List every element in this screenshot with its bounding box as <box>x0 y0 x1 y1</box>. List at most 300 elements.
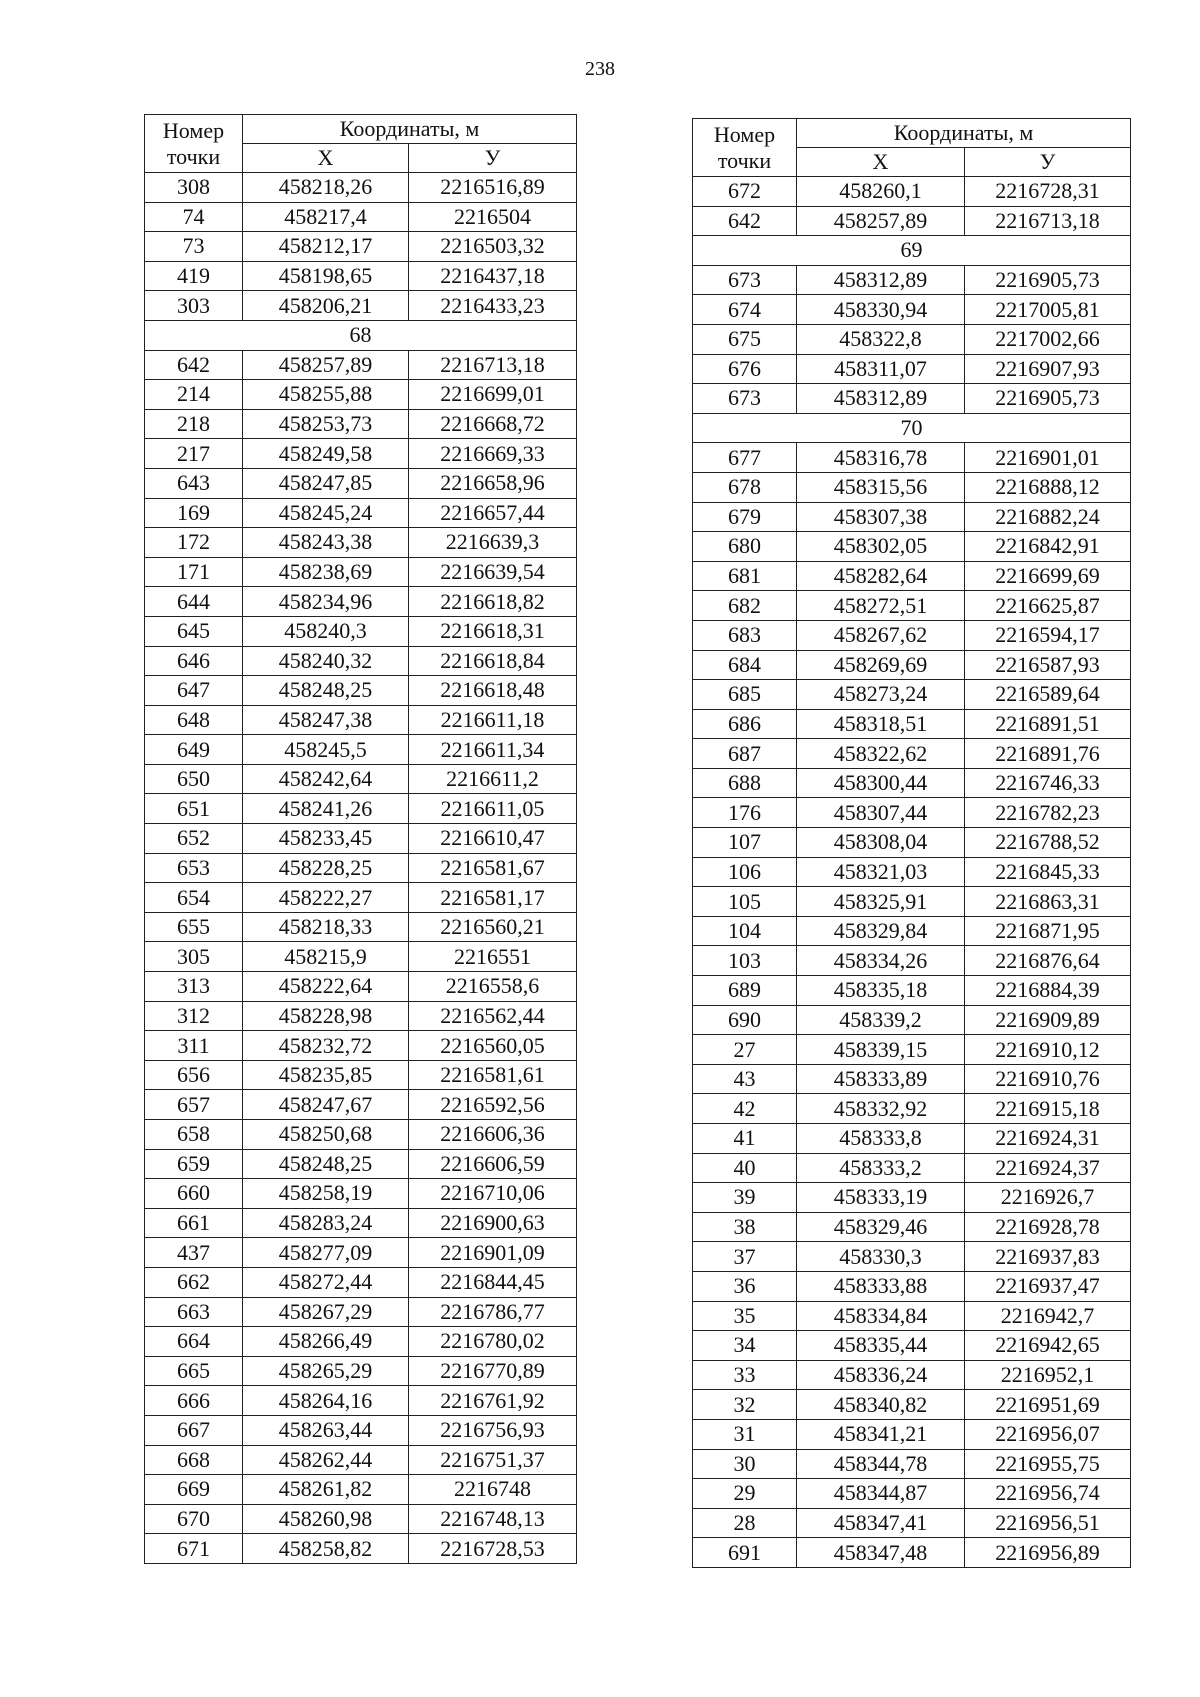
point-number-cell: 672 <box>693 177 797 207</box>
x-coordinate-cell: 458265,29 <box>243 1356 409 1386</box>
point-number-cell: 38 <box>693 1212 797 1242</box>
table-row <box>693 1035 1131 1065</box>
y-coordinate-cell: 2216786,77 <box>409 1297 577 1327</box>
y-coordinate-cell: 2216951,69 <box>965 1390 1131 1420</box>
table-row <box>693 798 1131 828</box>
point-number-cell: 688 <box>693 768 797 798</box>
point-number-cell: 645 <box>145 616 243 646</box>
table-row <box>693 1449 1131 1479</box>
point-number-cell: 657 <box>145 1090 243 1120</box>
table-row <box>693 177 1131 207</box>
x-coordinate-cell: 458339,2 <box>797 1005 965 1035</box>
table-row <box>693 295 1131 325</box>
x-coordinate-cell: 458234,96 <box>243 587 409 617</box>
table-row <box>693 650 1131 680</box>
x-coordinate-cell: 458260,1 <box>797 177 965 207</box>
point-number-cell: 176 <box>693 798 797 828</box>
x-coordinate-cell: 458257,89 <box>797 206 965 236</box>
point-number-cell: 419 <box>145 261 243 291</box>
table-row <box>693 946 1131 976</box>
y-coordinate-cell: 2216558,6 <box>409 972 577 1002</box>
table-row <box>145 1475 577 1505</box>
x-coordinate-cell: 458198,65 <box>243 261 409 291</box>
table-row <box>145 1179 577 1209</box>
point-number-cell: 42 <box>693 1094 797 1124</box>
point-number-cell: 40 <box>693 1153 797 1183</box>
table-row <box>145 202 577 232</box>
point-number-cell: 74 <box>145 202 243 232</box>
section-label: 70 <box>693 413 1131 443</box>
point-number-cell: 665 <box>145 1356 243 1386</box>
point-number-cell: 670 <box>145 1504 243 1534</box>
x-coordinate-cell: 458330,3 <box>797 1242 965 1272</box>
y-coordinate-cell: 2216905,73 <box>965 265 1131 295</box>
coordinates-table-right <box>692 118 1131 1568</box>
x-coordinate-cell: 458333,8 <box>797 1124 965 1154</box>
y-coordinate-cell: 2216952,1 <box>965 1360 1131 1390</box>
x-coordinate-cell: 458277,09 <box>243 1238 409 1268</box>
table-row <box>693 1064 1131 1094</box>
section-label: 68 <box>145 320 577 350</box>
y-coordinate-cell: 2216746,33 <box>965 768 1131 798</box>
table-row <box>693 828 1131 858</box>
x-coordinate-cell: 458264,16 <box>243 1386 409 1416</box>
y-coordinate-cell: 2216937,47 <box>965 1271 1131 1301</box>
point-number-cell: 311 <box>145 1031 243 1061</box>
table-row <box>693 680 1131 710</box>
y-coordinate-cell: 2216761,92 <box>409 1386 577 1416</box>
table-header <box>145 115 577 173</box>
coordinates-table-left <box>144 114 577 1564</box>
x-coordinate-cell: 458258,82 <box>243 1534 409 1564</box>
y-coordinate-cell: 2216901,01 <box>965 443 1131 473</box>
point-number-cell: 39 <box>693 1183 797 1213</box>
point-number-cell: 677 <box>693 443 797 473</box>
point-number-cell: 33 <box>693 1360 797 1390</box>
table-row <box>693 1271 1131 1301</box>
y-coordinate-cell: 2216900,63 <box>409 1208 577 1238</box>
table-row <box>145 557 577 587</box>
y-coordinate-cell: 2216876,64 <box>965 946 1131 976</box>
point-number-cell: 171 <box>145 557 243 587</box>
y-coordinate-cell: 2216901,09 <box>409 1238 577 1268</box>
point-number-cell: 29 <box>693 1479 797 1509</box>
point-number-cell: 308 <box>145 173 243 203</box>
x-coordinate-cell: 458218,33 <box>243 912 409 942</box>
point-number-cell: 172 <box>145 528 243 558</box>
section-row <box>693 236 1131 266</box>
x-coordinate-cell: 458322,62 <box>797 739 965 769</box>
point-number-cell: 673 <box>693 265 797 295</box>
point-number-cell: 689 <box>693 976 797 1006</box>
table-row <box>145 291 577 321</box>
x-coordinate-cell: 458335,44 <box>797 1331 965 1361</box>
table-row <box>693 739 1131 769</box>
x-coordinate-cell: 458273,24 <box>797 680 965 710</box>
y-coordinate-cell: 2216842,91 <box>965 532 1131 562</box>
y-coordinate-cell: 2216618,31 <box>409 616 577 646</box>
x-coordinate-cell: 458260,98 <box>243 1504 409 1534</box>
table-row <box>145 1415 577 1445</box>
point-number-cell: 671 <box>145 1534 243 1564</box>
x-header: Х <box>243 144 409 173</box>
y-coordinate-cell: 2216606,36 <box>409 1120 577 1150</box>
coordinates-header: Координаты, м <box>797 119 1131 148</box>
point-number-cell: 691 <box>693 1538 797 1568</box>
point-number-cell: 217 <box>145 439 243 469</box>
x-coordinate-cell: 458218,26 <box>243 173 409 203</box>
table-body <box>693 177 1131 1568</box>
table-row <box>693 206 1131 236</box>
point-number-cell: 642 <box>693 206 797 236</box>
y-coordinate-cell: 2216788,52 <box>965 828 1131 858</box>
y-coordinate-cell: 2216611,18 <box>409 705 577 735</box>
table-row <box>693 1005 1131 1035</box>
y-coordinate-cell: 2216713,18 <box>965 206 1131 236</box>
x-coordinate-cell: 458240,32 <box>243 646 409 676</box>
point-number-cell: 648 <box>145 705 243 735</box>
point-number-cell: 32 <box>693 1390 797 1420</box>
point-number-cell: 649 <box>145 735 243 765</box>
table-row <box>145 409 577 439</box>
x-coordinate-cell: 458253,73 <box>243 409 409 439</box>
point-number-cell: 41 <box>693 1124 797 1154</box>
x-coordinate-cell: 458312,89 <box>797 384 965 414</box>
y-coordinate-cell: 2216956,07 <box>965 1419 1131 1449</box>
y-coordinate-cell: 2216845,33 <box>965 857 1131 887</box>
x-coordinate-cell: 458329,84 <box>797 916 965 946</box>
table-row <box>145 173 577 203</box>
point-number-cell: 658 <box>145 1120 243 1150</box>
y-coordinate-cell: 2217005,81 <box>965 295 1131 325</box>
point-number-cell: 303 <box>145 291 243 321</box>
point-number-cell: 667 <box>145 1415 243 1445</box>
point-number-cell: 682 <box>693 591 797 621</box>
x-coordinate-cell: 458347,48 <box>797 1538 965 1568</box>
point-number-cell: 675 <box>693 324 797 354</box>
point-number-cell: 31 <box>693 1419 797 1449</box>
point-number-cell: 103 <box>693 946 797 976</box>
x-coordinate-cell: 458332,92 <box>797 1094 965 1124</box>
x-coordinate-cell: 458206,21 <box>243 291 409 321</box>
table-row <box>693 1094 1131 1124</box>
table-row <box>145 350 577 380</box>
table-row <box>145 587 577 617</box>
table-row <box>693 532 1131 562</box>
y-header: У <box>965 148 1131 177</box>
x-coordinate-cell: 458245,24 <box>243 498 409 528</box>
y-coordinate-cell: 2216618,82 <box>409 587 577 617</box>
table-header <box>693 119 1131 177</box>
y-coordinate-cell: 2216910,76 <box>965 1064 1131 1094</box>
y-coordinate-cell: 2216844,45 <box>409 1267 577 1297</box>
y-coordinate-cell: 2216699,01 <box>409 380 577 410</box>
x-coordinate-cell: 458318,51 <box>797 709 965 739</box>
table-row <box>145 528 577 558</box>
x-coordinate-cell: 458315,56 <box>797 472 965 502</box>
table-row <box>145 261 577 291</box>
x-coordinate-cell: 458247,85 <box>243 468 409 498</box>
y-coordinate-cell: 2216592,56 <box>409 1090 577 1120</box>
x-coordinate-cell: 458333,19 <box>797 1183 965 1213</box>
y-coordinate-cell: 2216606,59 <box>409 1149 577 1179</box>
y-coordinate-cell: 2216905,73 <box>965 384 1131 414</box>
y-coordinate-cell: 2216915,18 <box>965 1094 1131 1124</box>
y-coordinate-cell: 2216956,74 <box>965 1479 1131 1509</box>
y-coordinate-cell: 2216871,95 <box>965 916 1131 946</box>
point-number-cell: 214 <box>145 380 243 410</box>
x-coordinate-cell: 458228,25 <box>243 853 409 883</box>
y-coordinate-cell: 2216618,84 <box>409 646 577 676</box>
point-number-cell: 27 <box>693 1035 797 1065</box>
x-coordinate-cell: 458321,03 <box>797 857 965 887</box>
y-coordinate-cell: 2216611,2 <box>409 764 577 794</box>
point-number-cell: 678 <box>693 472 797 502</box>
table-row <box>693 976 1131 1006</box>
point-number-cell: 34 <box>693 1331 797 1361</box>
y-coordinate-cell: 2216611,05 <box>409 794 577 824</box>
x-coordinate-cell: 458248,25 <box>243 676 409 706</box>
table-row <box>145 1445 577 1475</box>
x-coordinate-cell: 458322,8 <box>797 324 965 354</box>
point-number-cell: 656 <box>145 1060 243 1090</box>
table-row <box>693 620 1131 650</box>
point-number-cell: 647 <box>145 676 243 706</box>
y-coordinate-cell: 2216560,05 <box>409 1031 577 1061</box>
x-coordinate-cell: 458330,94 <box>797 295 965 325</box>
x-coordinate-cell: 458308,04 <box>797 828 965 858</box>
point-number-cell: 37 <box>693 1242 797 1272</box>
y-coordinate-cell: 2216657,44 <box>409 498 577 528</box>
x-coordinate-cell: 458302,05 <box>797 532 965 562</box>
y-coordinate-cell: 2216503,32 <box>409 232 577 262</box>
y-header: У <box>409 144 577 173</box>
x-coordinate-cell: 458333,88 <box>797 1271 965 1301</box>
x-coordinate-cell: 458344,78 <box>797 1449 965 1479</box>
x-coordinate-cell: 458269,69 <box>797 650 965 680</box>
x-coordinate-cell: 458334,26 <box>797 946 965 976</box>
x-coordinate-cell: 458261,82 <box>243 1475 409 1505</box>
point-number-cell: 681 <box>693 561 797 591</box>
table-row <box>693 1390 1131 1420</box>
table-row <box>145 883 577 913</box>
y-coordinate-cell: 2216625,87 <box>965 591 1131 621</box>
y-coordinate-cell: 2216581,17 <box>409 883 577 913</box>
point-number-cell: 43 <box>693 1064 797 1094</box>
table-row <box>693 1538 1131 1568</box>
table-body <box>145 173 577 1564</box>
y-coordinate-cell: 2216928,78 <box>965 1212 1131 1242</box>
x-coordinate-cell: 458247,67 <box>243 1090 409 1120</box>
point-number-cell: 105 <box>693 887 797 917</box>
y-coordinate-cell: 2217002,66 <box>965 324 1131 354</box>
y-coordinate-cell: 2216924,37 <box>965 1153 1131 1183</box>
point-number-cell: 659 <box>145 1149 243 1179</box>
y-coordinate-cell: 2216589,64 <box>965 680 1131 710</box>
y-coordinate-cell: 2216504 <box>409 202 577 232</box>
coordinates-header: Координаты, м <box>243 115 577 144</box>
x-coordinate-cell: 458267,62 <box>797 620 965 650</box>
x-coordinate-cell: 458257,89 <box>243 350 409 380</box>
x-coordinate-cell: 458233,45 <box>243 824 409 854</box>
y-coordinate-cell: 2216639,3 <box>409 528 577 558</box>
point-number-cell: 668 <box>145 1445 243 1475</box>
x-coordinate-cell: 458222,64 <box>243 972 409 1002</box>
table-row <box>693 265 1131 295</box>
y-coordinate-cell: 2216770,89 <box>409 1356 577 1386</box>
table-row <box>693 1212 1131 1242</box>
x-coordinate-cell: 458243,38 <box>243 528 409 558</box>
x-coordinate-cell: 458334,84 <box>797 1301 965 1331</box>
table-row <box>145 1356 577 1386</box>
table-row <box>693 1153 1131 1183</box>
table-row <box>145 1504 577 1534</box>
y-coordinate-cell: 2216748 <box>409 1475 577 1505</box>
point-number-cell: 664 <box>145 1327 243 1357</box>
table-row <box>693 1508 1131 1538</box>
table-row <box>145 1001 577 1031</box>
point-number-cell: 36 <box>693 1271 797 1301</box>
table-row <box>145 1090 577 1120</box>
section-label: 69 <box>693 236 1131 266</box>
y-coordinate-cell: 2216433,23 <box>409 291 577 321</box>
point-number-header: Номер точки <box>145 115 243 173</box>
x-coordinate-cell: 458266,49 <box>243 1327 409 1357</box>
y-coordinate-cell: 2216611,34 <box>409 735 577 765</box>
x-coordinate-cell: 458263,44 <box>243 1415 409 1445</box>
x-coordinate-cell: 458247,38 <box>243 705 409 735</box>
x-coordinate-cell: 458312,89 <box>797 265 965 295</box>
x-coordinate-cell: 458335,18 <box>797 976 965 1006</box>
point-number-cell: 73 <box>145 232 243 262</box>
point-number-cell: 312 <box>145 1001 243 1031</box>
table-row <box>693 472 1131 502</box>
table-row <box>145 853 577 883</box>
x-coordinate-cell: 458241,26 <box>243 794 409 824</box>
x-coordinate-cell: 458250,68 <box>243 1120 409 1150</box>
x-coordinate-cell: 458329,46 <box>797 1212 965 1242</box>
y-coordinate-cell: 2216668,72 <box>409 409 577 439</box>
table-row <box>693 1479 1131 1509</box>
y-coordinate-cell: 2216910,12 <box>965 1035 1131 1065</box>
table-row <box>693 1331 1131 1361</box>
point-number-cell: 686 <box>693 709 797 739</box>
table-row <box>145 232 577 262</box>
section-row <box>145 320 577 350</box>
point-number-cell: 305 <box>145 942 243 972</box>
table-row <box>693 857 1131 887</box>
x-coordinate-cell: 458255,88 <box>243 380 409 410</box>
x-coordinate-cell: 458212,17 <box>243 232 409 262</box>
table-row <box>693 1301 1131 1331</box>
point-number-cell: 683 <box>693 620 797 650</box>
table-row <box>693 1124 1131 1154</box>
point-number-cell: 642 <box>145 350 243 380</box>
table-row <box>145 972 577 1002</box>
point-number-cell: 652 <box>145 824 243 854</box>
point-number-cell: 437 <box>145 1238 243 1268</box>
table-row <box>145 676 577 706</box>
table-row <box>145 646 577 676</box>
x-coordinate-cell: 458282,64 <box>797 561 965 591</box>
y-coordinate-cell: 2216658,96 <box>409 468 577 498</box>
x-coordinate-cell: 458272,51 <box>797 591 965 621</box>
point-number-cell: 662 <box>145 1267 243 1297</box>
point-number-cell: 679 <box>693 502 797 532</box>
y-coordinate-cell: 2216888,12 <box>965 472 1131 502</box>
point-number-header: Номер точки <box>693 119 797 177</box>
x-coordinate-cell: 458333,89 <box>797 1064 965 1094</box>
y-coordinate-cell: 2216907,93 <box>965 354 1131 384</box>
point-number-cell: 646 <box>145 646 243 676</box>
y-coordinate-cell: 2216937,83 <box>965 1242 1131 1272</box>
point-number-cell: 663 <box>145 1297 243 1327</box>
table-row <box>693 887 1131 917</box>
point-number-cell: 218 <box>145 409 243 439</box>
y-coordinate-cell: 2216782,23 <box>965 798 1131 828</box>
point-number-cell: 674 <box>693 295 797 325</box>
point-number-cell: 684 <box>693 650 797 680</box>
x-coordinate-cell: 458316,78 <box>797 443 965 473</box>
y-coordinate-cell: 2216909,89 <box>965 1005 1131 1035</box>
table-row <box>145 468 577 498</box>
point-number-cell: 106 <box>693 857 797 887</box>
y-coordinate-cell: 2216926,7 <box>965 1183 1131 1213</box>
y-coordinate-cell: 2216710,06 <box>409 1179 577 1209</box>
x-coordinate-cell: 458238,69 <box>243 557 409 587</box>
x-coordinate-cell: 458307,38 <box>797 502 965 532</box>
y-coordinate-cell: 2216942,7 <box>965 1301 1131 1331</box>
y-coordinate-cell: 2216884,39 <box>965 976 1131 1006</box>
x-coordinate-cell: 458258,19 <box>243 1179 409 1209</box>
point-number-cell: 28 <box>693 1508 797 1538</box>
y-coordinate-cell: 2216882,24 <box>965 502 1131 532</box>
table-row <box>693 561 1131 591</box>
table-row <box>145 1534 577 1564</box>
table-row <box>693 502 1131 532</box>
point-number-cell: 660 <box>145 1179 243 1209</box>
y-coordinate-cell: 2216955,75 <box>965 1449 1131 1479</box>
point-number-cell: 653 <box>145 853 243 883</box>
point-number-cell: 655 <box>145 912 243 942</box>
y-coordinate-cell: 2216728,31 <box>965 177 1131 207</box>
x-coordinate-cell: 458333,2 <box>797 1153 965 1183</box>
table-row <box>145 1208 577 1238</box>
x-coordinate-cell: 458242,64 <box>243 764 409 794</box>
table-row <box>145 824 577 854</box>
table-row <box>145 705 577 735</box>
y-coordinate-cell: 2216551 <box>409 942 577 972</box>
y-coordinate-cell: 2216594,17 <box>965 620 1131 650</box>
point-number-cell: 680 <box>693 532 797 562</box>
y-coordinate-cell: 2216560,21 <box>409 912 577 942</box>
point-number-cell: 654 <box>145 883 243 913</box>
table-row <box>145 498 577 528</box>
x-coordinate-cell: 458262,44 <box>243 1445 409 1475</box>
table-row <box>693 916 1131 946</box>
y-coordinate-cell: 2216728,53 <box>409 1534 577 1564</box>
y-coordinate-cell: 2216863,31 <box>965 887 1131 917</box>
table-row <box>145 794 577 824</box>
table-row <box>145 380 577 410</box>
y-coordinate-cell: 2216942,65 <box>965 1331 1131 1361</box>
point-number-cell: 30 <box>693 1449 797 1479</box>
y-coordinate-cell: 2216891,76 <box>965 739 1131 769</box>
y-coordinate-cell: 2216581,61 <box>409 1060 577 1090</box>
table-row <box>693 591 1131 621</box>
table-row <box>145 942 577 972</box>
y-coordinate-cell: 2216751,37 <box>409 1445 577 1475</box>
